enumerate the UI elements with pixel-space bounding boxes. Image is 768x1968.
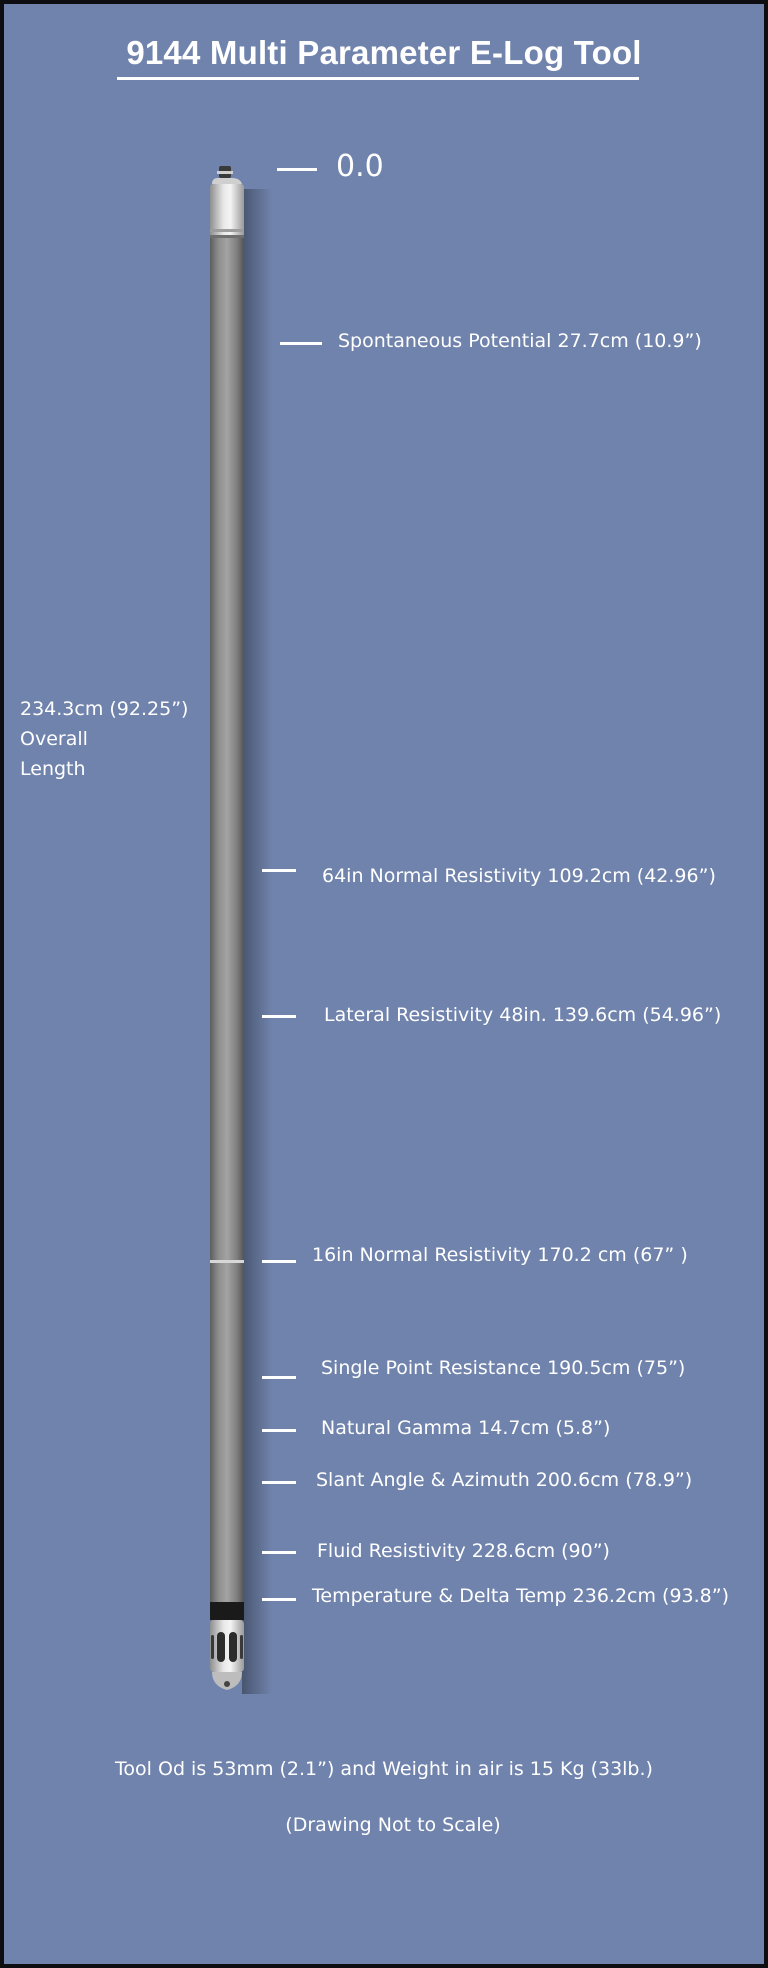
sensor-port-icon bbox=[229, 1632, 237, 1662]
label-fluid-resistivity: Fluid Resistivity 228.6cm (90”) bbox=[317, 1540, 610, 1562]
tick-temperature-delta-temp bbox=[262, 1598, 296, 1601]
label-temperature-delta-temp: Temperature & Delta Temp 236.2cm (93.8”) bbox=[312, 1585, 730, 1607]
label-natural-gamma: Natural Gamma 14.7cm (5.8”) bbox=[321, 1417, 611, 1439]
label-normal-resistivity-16in: 16in Normal Resistivity 170.2 cm (67” ) bbox=[312, 1244, 688, 1266]
tick-single-point-resistance bbox=[262, 1376, 296, 1379]
tick-normal-resistivity-64in bbox=[262, 869, 296, 872]
label-slant-angle-azimuth: Slant Angle & Azimuth 200.6cm (78.9”) bbox=[316, 1469, 693, 1491]
tick-natural-gamma bbox=[262, 1429, 296, 1432]
tool-joint bbox=[210, 1260, 244, 1263]
label-normal-resistivity-64in: 64in Normal Resistivity 109.2cm (42.96”) bbox=[322, 865, 716, 887]
label-lateral-resistivity-48in: Lateral Resistivity 48in. 139.6cm (54.96”) bbox=[324, 1004, 722, 1026]
tool-shadow bbox=[242, 189, 272, 1694]
top-cap-icon bbox=[212, 178, 242, 184]
label-spontaneous-potential: Spontaneous Potential 27.7cm (10.9”) bbox=[338, 330, 702, 352]
tool-body bbox=[210, 238, 244, 1602]
tick-fluid-resistivity bbox=[262, 1551, 296, 1554]
overall-length-annotation bbox=[20, 694, 188, 784]
bottom-housing bbox=[210, 1620, 244, 1672]
zero-tick bbox=[277, 168, 317, 171]
zero-label: 0.0 bbox=[336, 149, 384, 184]
diagram-title: 9144 Multi Parameter E-Log Tool bbox=[126, 34, 642, 71]
bottom-band bbox=[210, 1602, 244, 1620]
tick-spontaneous-potential bbox=[280, 342, 322, 345]
tick-lateral-resistivity-48in bbox=[262, 1015, 296, 1018]
not-to-scale-note: (Drawing Not to Scale) bbox=[285, 1814, 501, 1836]
sensor-port-icon bbox=[217, 1632, 225, 1662]
tick-normal-resistivity-16in bbox=[262, 1260, 296, 1263]
label-single-point-resistance: Single Point Resistance 190.5cm (75”) bbox=[321, 1357, 686, 1379]
overall-length-caption-2: Length bbox=[20, 758, 86, 780]
overall-length-value: 234.3cm (92.25”) bbox=[20, 698, 189, 720]
tool-drawing bbox=[4, 4, 764, 1964]
tick-slant-angle-azimuth bbox=[262, 1481, 296, 1484]
overall-length-caption-1: Overall bbox=[20, 728, 88, 750]
tool-spec-note: Tool Od is 53mm (2.1”) and Weight in air is 15 Kg (33lb.) bbox=[115, 1758, 653, 1780]
